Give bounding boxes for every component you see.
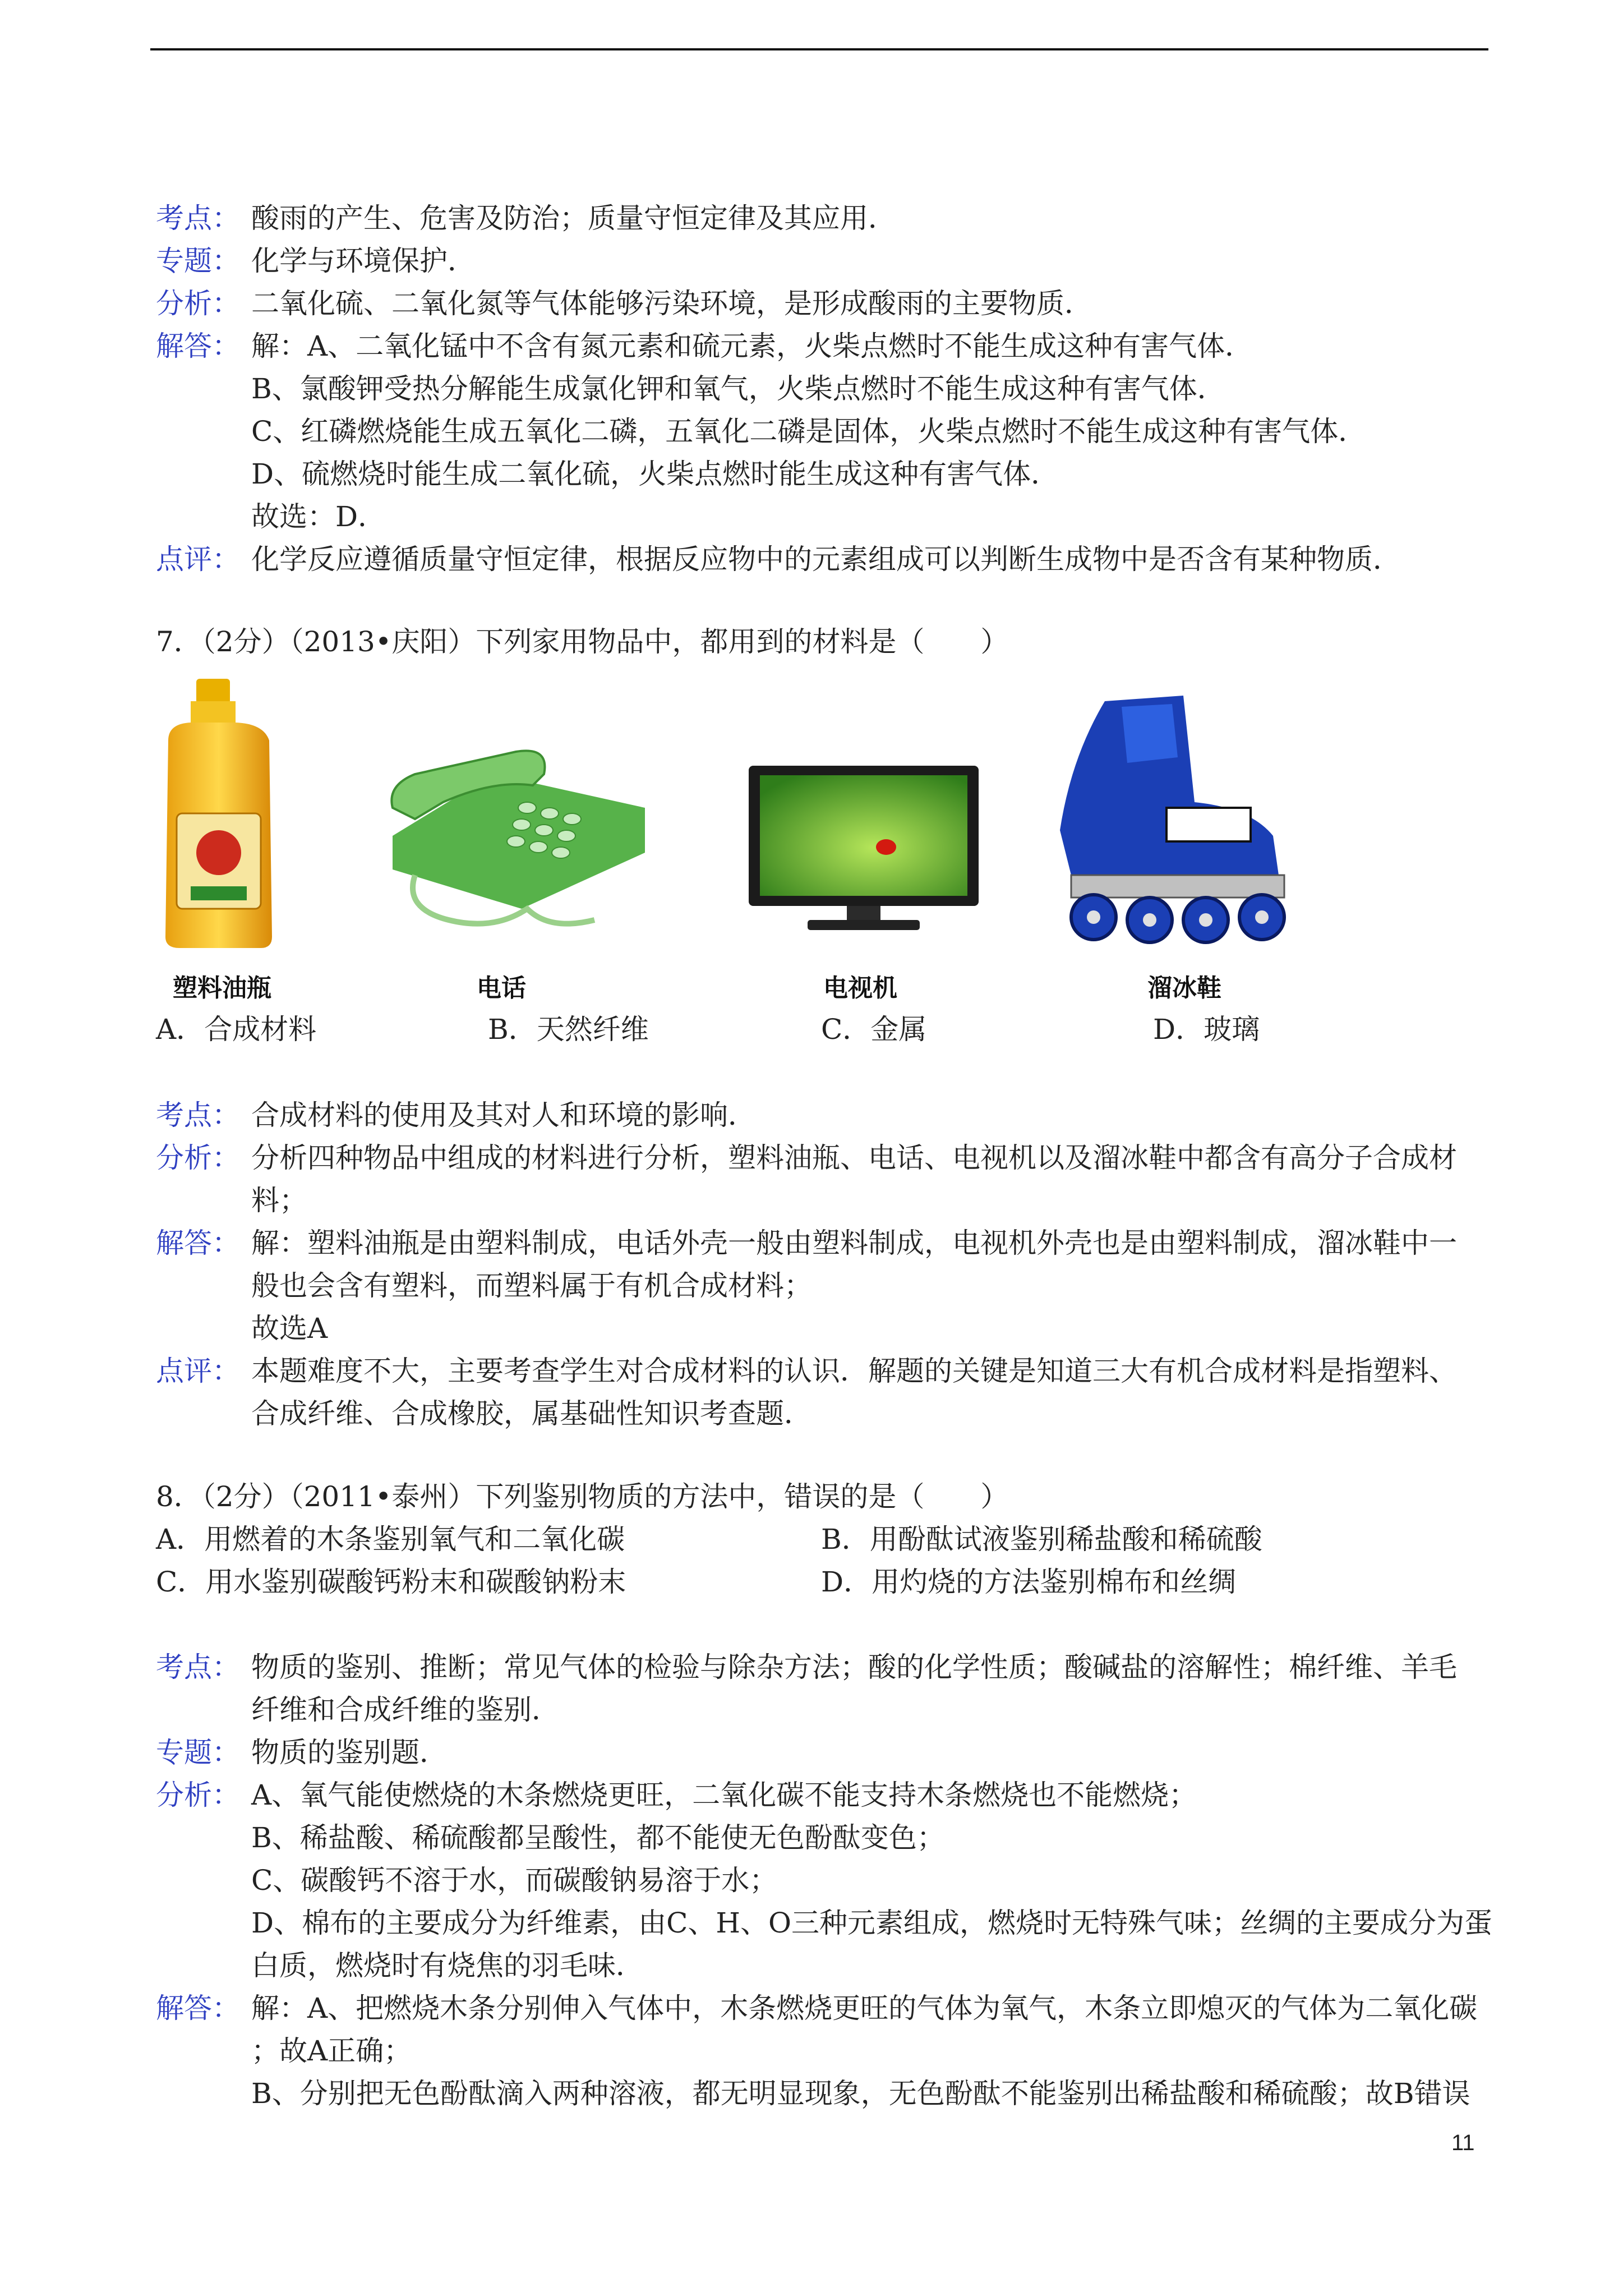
fenxi-text: 二氧化硫、二氧化氮等气体能够污染环境，是形成酸雨的主要物质．	[251, 287, 1092, 320]
dianping-row	[156, 538, 1488, 581]
dianping-line: 合成纤维、合成橡胶，属基础性知识考查题．	[251, 1397, 812, 1430]
zhuanti-text: 化学与环境保护．	[251, 245, 476, 277]
jieda-label: 解答：	[156, 330, 240, 362]
jieda-line: 解：塑料油瓶是由塑料制成，电话外壳一般由塑料制成，电视机外壳也是由塑料制成，溜冰鞋中一	[251, 1227, 1457, 1259]
jieda-line: 故选：D．	[251, 500, 386, 533]
jieda-line: 解：A、把燃烧木条分别伸入气体中，木条燃烧更旺的气体为氧气，木条立即熄灭的气体为二氧化碳	[251, 1992, 1478, 2024]
jieda-line: ；故A正确；	[251, 2035, 412, 2067]
zhuanti-row	[156, 1731, 1488, 1774]
kaodian-row	[156, 197, 1488, 240]
jieda-line: 故选A	[251, 1312, 328, 1345]
fenxi-line: D、棉布的主要成分为纤维素，由C、H、O三种元素组成，燃烧时无特殊气味；丝绸的主要成分为蛋	[251, 1907, 1492, 1939]
choice-b: B．用酚酞试液鉴别稀盐酸和稀硫酸	[821, 1523, 1262, 1556]
image-caption: 电视机	[823, 974, 897, 1002]
roller-skate-image	[1038, 690, 1318, 954]
jieda-row	[156, 1987, 1488, 2030]
fenxi-label: 分析：	[156, 287, 240, 320]
kaodian-text: 酸雨的产生、危害及防治；质量守恒定律及其应用．	[251, 202, 896, 234]
question-7-stem: 7．（2分）（2013•庆阳）下列家用物品中，都用到的材料是（ ）	[156, 625, 1009, 658]
image-caption: 电话	[477, 974, 526, 1002]
oil-bottle-image	[151, 673, 297, 954]
image-caption: 塑料油瓶	[173, 974, 271, 1002]
jieda-line: C、红磷燃烧能生成五氧化二磷，五氧化二磷是固体，火柴点燃时不能生成这种有害气体．	[251, 415, 1367, 448]
kaodian-row	[156, 1646, 1488, 1688]
dianping-text: 化学反应遵循质量守恒定律，根据反应物中的元素组成可以判断生成物中是否含有某种物质．	[251, 543, 1401, 576]
fenxi-line: 料；	[251, 1184, 307, 1217]
kaodian-text: 合成材料的使用及其对人和环境的影响．	[251, 1099, 756, 1131]
kaodian-label: 考点：	[156, 1099, 240, 1131]
choice-b: B．天然纤维	[488, 1013, 649, 1046]
jieda-row	[156, 325, 1488, 367]
fenxi-row	[156, 1137, 1488, 1179]
fenxi-line: 分析四种物品中组成的材料进行分析，塑料油瓶、电话、电视机以及溜冰鞋中都含有高分子合成材	[251, 1142, 1457, 1174]
jieda-label: 解答：	[156, 1992, 240, 2024]
fenxi-line: A、氧气能使燃烧的木条燃烧更旺，二氧化碳不能支持木条燃烧也不能燃烧；	[251, 1779, 1197, 1811]
choice-a: A．合成材料	[156, 1013, 317, 1046]
image-caption: 溜冰鞋	[1147, 974, 1221, 1002]
television-image	[746, 763, 981, 937]
kaodian-line: 物质的鉴别、推断；常见气体的检验与除杂方法；酸的化学性质；酸碱盐的溶解性；棉纤维、羊毛	[251, 1651, 1457, 1683]
zhuanti-text: 物质的鉴别题．	[251, 1736, 448, 1769]
choice-d: D．用灼烧的方法鉴别棉布和丝绸	[821, 1566, 1237, 1598]
dianping-row	[156, 1350, 1488, 1392]
choice-a: A．用燃着的木条鉴别氧气和二氧化碳	[156, 1523, 625, 1556]
zhuanti-row	[156, 240, 1488, 282]
fenxi-row	[156, 1774, 1488, 1816]
kaodian-line: 纤维和合成纤维的鉴别．	[251, 1694, 560, 1726]
jieda-line: B、氯酸钾受热分解能生成氯化钾和氧气，火柴点燃时不能生成这种有害气体．	[251, 372, 1225, 405]
kaodian-label: 考点：	[156, 202, 240, 234]
jieda-row	[156, 1222, 1488, 1264]
fenxi-line: C、碳酸钙不溶于水，而碳酸钠易溶于水；	[251, 1864, 778, 1897]
choice-c: C．用水鉴别碳酸钙粉末和碳酸钠粉末	[156, 1566, 626, 1598]
header-rule	[150, 48, 1488, 50]
dianping-label: 点评：	[156, 543, 240, 576]
kaodian-label: 考点：	[156, 1651, 240, 1683]
fenxi-row	[156, 282, 1488, 325]
dianping-label: 点评：	[156, 1355, 240, 1387]
question-8-stem: 8．（2分）（2011•泰州）下列鉴别物质的方法中，错误的是（ ）	[156, 1480, 1009, 1513]
fenxi-line: B、稀盐酸、稀硫酸都呈酸性，都不能使无色酚酞变色；	[251, 1821, 945, 1854]
dianping-line: 本题难度不大，主要考查学生对合成材料的认识．解题的关键是知道三大有机合成材料是指塑料、	[251, 1355, 1457, 1387]
jieda-line: 般也会含有塑料，而塑料属于有机合成材料；	[251, 1269, 812, 1302]
choice-c: C．金属	[821, 1013, 927, 1046]
jieda-line: 解：A、二氧化锰中不含有氮元素和硫元素，火柴点燃时不能生成这种有害气体．	[251, 330, 1253, 362]
choice-d: D．玻璃	[1153, 1013, 1260, 1046]
page-number: 11	[1451, 2131, 1475, 2155]
zhuanti-label: 专题：	[156, 245, 240, 277]
jieda-label: 解答：	[156, 1227, 240, 1259]
jieda-line: B、分别把无色酚酞滴入两种溶液，都无明显现象，无色酚酞不能鉴别出稀盐酸和稀硫酸；故B错误	[251, 2077, 1470, 2110]
fenxi-label: 分析：	[156, 1779, 240, 1811]
fenxi-label: 分析：	[156, 1142, 240, 1174]
jieda-line: D、硫燃烧时能生成二氧化硫，火柴点燃时能生成这种有害气体．	[251, 458, 1059, 490]
kaodian-row	[156, 1094, 1488, 1137]
telephone-image	[381, 740, 673, 942]
fenxi-line: 白质，燃烧时有烧焦的羽毛味．	[251, 1949, 644, 1982]
zhuanti-label: 专题：	[156, 1736, 240, 1769]
